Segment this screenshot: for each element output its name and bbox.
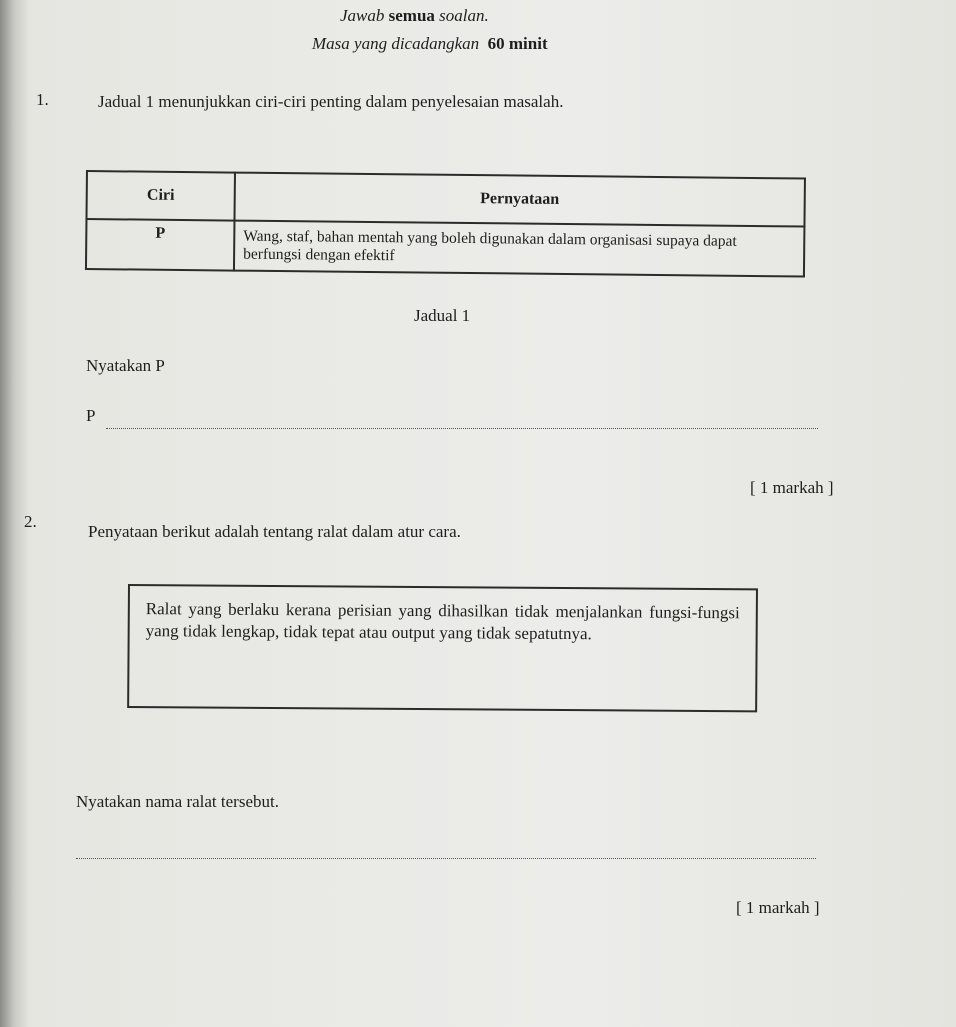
q1-text: Jadual 1 menunjukkan ciri-ciri penting dalam penyelesaian masalah. — [98, 92, 564, 111]
q1-answer-line[interactable] — [106, 428, 818, 429]
jadual-1-table — [85, 170, 806, 278]
header-pernyataan: Pernyataan — [234, 173, 804, 227]
instruction-line — [340, 6, 489, 26]
instruction-prefix: Jawab — [340, 6, 385, 25]
q2-text: Penyataan berikut adalah tentang ralat dalam atur cara. — [88, 522, 461, 541]
table-header-row — [86, 171, 804, 227]
cell-ciri: P — [86, 219, 235, 271]
instruction-bold: semua — [388, 6, 435, 25]
q1-number: 1. — [36, 90, 49, 109]
q2-number: 2. — [24, 512, 37, 531]
header-ciri: Ciri — [86, 171, 234, 221]
table-caption: Jadual 1 — [414, 306, 471, 325]
instruction-suffix: soalan. — [439, 6, 489, 25]
time-value: 60 minit — [487, 34, 548, 53]
q2-prompt: Nyatakan nama ralat tersebut. — [76, 792, 279, 811]
q1-answer-label: P — [86, 406, 96, 425]
q2-answer-line[interactable] — [76, 858, 816, 859]
table-row — [86, 219, 804, 277]
q1-marks: [ 1 markah ] — [750, 478, 834, 497]
cell-pernyataan: Wang, staf, bahan mentah yang boleh digunakan dalam organisasi supaya dapat berfungsi dengan efektif — [234, 221, 804, 277]
time-label: Masa yang dicadangkan — [312, 34, 480, 53]
q2-statement-box — [127, 584, 758, 712]
q2-marks: [ 1 markah ] — [736, 898, 820, 917]
q2-box-text: Ralat yang berlaku kerana perisian yang dihasilkan tidak menjalankan fungsi-fungsi yang tidak lengkap, tidak tepat atau output yang tidak sepatutnya. — [145, 599, 740, 644]
time-line — [312, 34, 548, 54]
q1-prompt: Nyatakan P — [86, 356, 165, 375]
